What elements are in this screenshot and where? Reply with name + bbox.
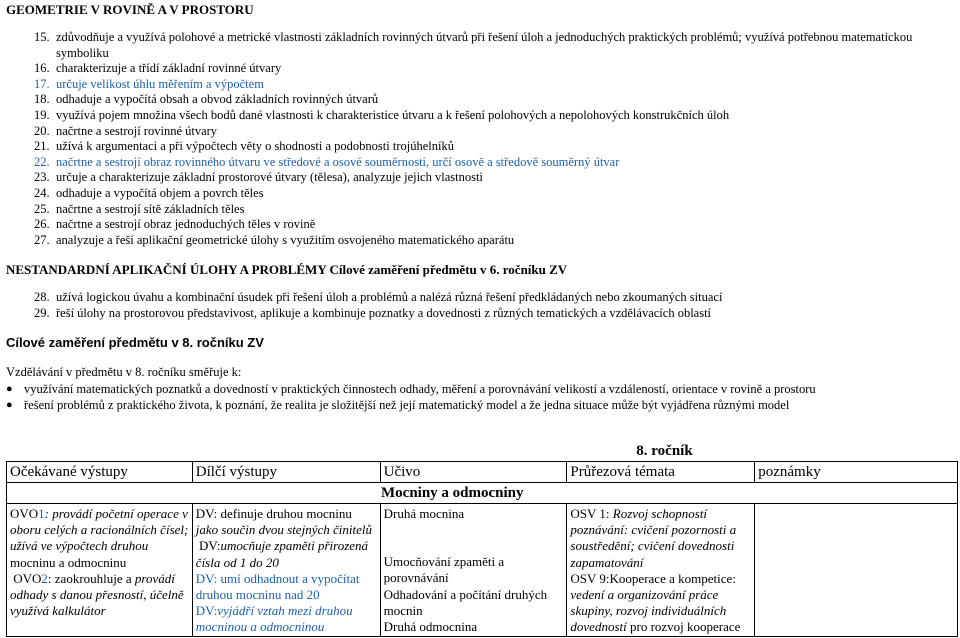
outcome-item bbox=[34, 124, 956, 140]
outcome-text: načrtne a sestrojí obraz rovinného útvaru ve středové a osové souměrnosti, určí osově a středově souměrný útvar bbox=[56, 154, 620, 169]
outcome-text: určuje a charakterizuje základní prostorové útvary (tělesa), analyzuje jejich vlastnosti bbox=[56, 170, 483, 185]
outcome-item bbox=[34, 155, 956, 171]
outcome-number: 18. bbox=[34, 92, 50, 107]
outcome-number: 23. bbox=[34, 170, 50, 185]
bullet-text: využívání matematických poznatků a dovedností v praktických činnostech odhady, měření a porovnávání velikostí a vzdáleností, orientace v rovině a prostoru bbox=[24, 382, 816, 396]
cell-notes bbox=[755, 504, 958, 637]
outcome-text: využívá pojem množina všech bodů dané vlastnosti k charakteristice útvaru a k řešení polohových a nepolohových konstrukčních úloh bbox=[56, 107, 730, 122]
outcome-number: 24. bbox=[34, 185, 50, 200]
outcome-item bbox=[34, 61, 956, 77]
outcome-item bbox=[34, 233, 956, 249]
section-heading-grade8: Cílové zaměření předmětu v 8. ročníku ZV bbox=[6, 335, 264, 350]
bullet-item bbox=[6, 381, 956, 397]
table-row bbox=[7, 504, 958, 637]
outcome-number: 21. bbox=[34, 139, 50, 154]
outcome-text: analyzuje a řeší aplikační geometrické úlohy s využitím osvojeného matematického aparátu bbox=[56, 232, 515, 247]
outcome-text: zdůvodňuje a využívá polohové a metrické vlastnosti základních rovinných útvarů při řešení úloh a jednoduchých praktických problémů; využívá potřebnou matematickou symboliku bbox=[56, 30, 913, 60]
cell-cross-curricular: OSV 1: Rozvoj schopností poznávání: cvičení pozornosti a soustředění; cvičení dovednosti zapamatování OSV 9:Kooperace a kompetice: vedení a organizování práce skupiny, rozvoj individuálních dovedností pro rozvoj kooperace bbox=[567, 504, 755, 637]
outcome-number: 26. bbox=[34, 217, 50, 232]
outcome-text: užívá k argumentaci a při výpočtech věty o shodnosti a podobnosti trojúhelníků bbox=[56, 139, 454, 154]
grade-caption: 8. ročník bbox=[636, 443, 693, 459]
outcome-item bbox=[34, 290, 956, 306]
outcome-number: 25. bbox=[34, 201, 50, 216]
outcome-item bbox=[34, 202, 956, 218]
outcome-item bbox=[34, 186, 956, 202]
outcome-text: určuje velikost úhlu měřením a výpočtem bbox=[56, 76, 264, 91]
outcome-text: odhaduje a vypočítá obsah a obvod základních rovinných útvarů bbox=[56, 92, 379, 107]
col-header: Očekávané výstupy bbox=[7, 462, 193, 483]
outcome-text: užívá logickou úvahu a kombinační úsudek při řešení úloh a problémů a nalézá různá řešení předkládaných nebo zkoumaných situací bbox=[56, 290, 723, 304]
outcome-number: 29. bbox=[34, 305, 50, 320]
outcome-number: 22. bbox=[34, 154, 50, 169]
outcomes-list-nonstandard bbox=[34, 290, 956, 321]
curriculum-table bbox=[6, 441, 958, 637]
bullet-icon: ● bbox=[6, 383, 13, 395]
outcome-item bbox=[34, 92, 956, 108]
outcome-number: 20. bbox=[34, 123, 50, 138]
col-header: Učivo bbox=[380, 462, 567, 483]
outcome-number: 17. bbox=[34, 76, 50, 91]
outcome-item bbox=[34, 139, 956, 155]
outcome-item bbox=[34, 217, 956, 233]
outcome-item bbox=[34, 170, 956, 186]
col-header: Dílčí výstupy bbox=[192, 462, 380, 483]
outcome-text: načrtne a sestrojí sítě základních těles bbox=[56, 201, 245, 216]
cell-expected-outcomes: OVO1: provádí početní operace v oboru celých a racionálních čísel; užívá ve výpočtech druhou mocninu a odmocninu OVO2: zaokrouhluje a provádí odhady s danou přesností, účelně využívá kalkulátor bbox=[7, 504, 193, 637]
outcome-text: načrtne a sestrojí obraz jednoduchých těles v rovině bbox=[56, 217, 316, 232]
outcome-item bbox=[34, 30, 956, 61]
outcome-text: řeší úlohy na prostorovou představivost, aplikuje a kombinuje poznatky a dovednosti z různých tematických a vzdělávacích oblastí bbox=[56, 305, 712, 320]
col-header: poznámky bbox=[755, 462, 958, 483]
topic-caption: Mocniny a odmocniny bbox=[7, 483, 958, 504]
outcome-item bbox=[34, 108, 956, 124]
intro-text: Vzdělávání v předmětu v 8. ročníku směřuje k: bbox=[6, 365, 242, 379]
outcome-number: 16. bbox=[34, 61, 50, 76]
outcome-number: 28. bbox=[34, 290, 50, 304]
outcome-text: načrtne a sestrojí rovinné útvary bbox=[56, 123, 218, 138]
outcomes-list-geometry bbox=[34, 30, 956, 248]
outcome-number: 15. bbox=[34, 30, 50, 44]
cell-curriculum: Druhá mocnina Umocňování zpaměti a porovnávání Odhadování a počítání druhých mocnin Druhá odmocnina bbox=[380, 504, 567, 637]
table-header-row bbox=[7, 462, 958, 483]
section-heading-nonstandard: NESTANDARDNÍ APLIKAČNÍ ÚLOHY A PROBLÉMY Cílové zaměření předmětu v 6. ročníku ZV bbox=[6, 262, 568, 277]
col-header: Průřezová témata bbox=[567, 462, 755, 483]
outcome-number: 19. bbox=[34, 107, 50, 122]
bullet-item bbox=[6, 397, 956, 413]
outcome-number: 27. bbox=[34, 232, 50, 247]
bullet-icon: ● bbox=[6, 399, 13, 411]
bullet-text: řešení problémů z praktického života, k poznání, že realita je složitější než její matematický model a že jedna situace může být vyjádřena různými model bbox=[24, 398, 790, 412]
outcome-text: odhaduje a vypočítá objem a povrch těles bbox=[56, 185, 264, 200]
cell-partial-outcomes: DV: definuje druhou mocninu jako součin dvou stejných činitelů DV:umocňuje zpaměti přirozená čísla od 1 do 20 DV: umí odhadnout a vypočítat druhou mocninu nad 20 DV:vyjádří vztah mezi druhou mocninou a odmocninou bbox=[192, 504, 380, 637]
section-heading-geometry: GEOMETRIE V ROVINĚ A V PROSTORU bbox=[6, 2, 254, 17]
outcome-item bbox=[34, 77, 956, 93]
outcome-text: charakterizuje a třídí základní rovinné útvary bbox=[56, 61, 282, 76]
outcome-item bbox=[34, 306, 956, 322]
